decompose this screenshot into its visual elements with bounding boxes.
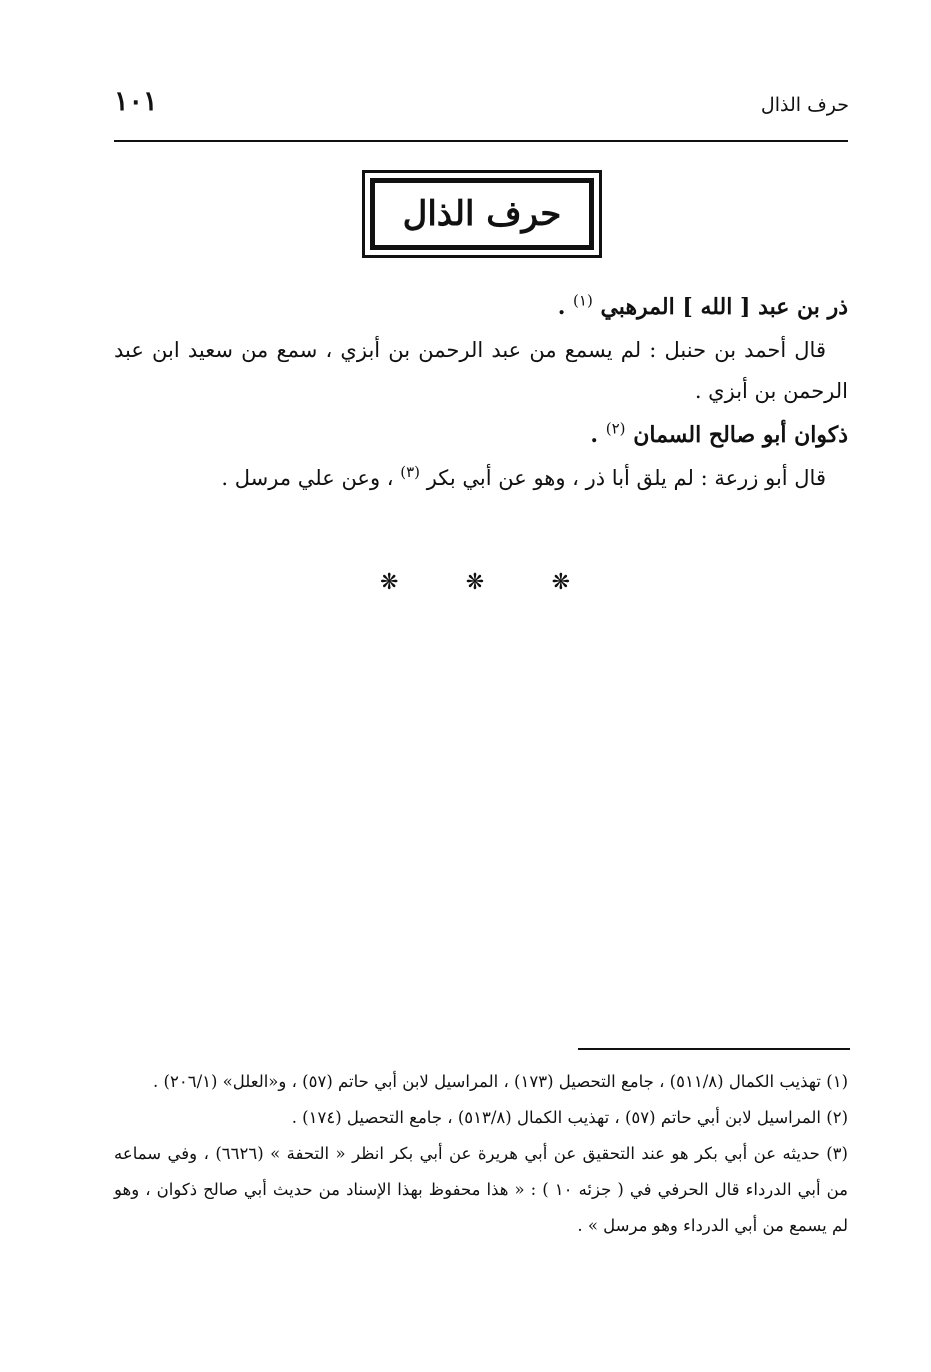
entry-heading (114, 284, 848, 330)
star-ornament: ❋ (380, 570, 399, 595)
chapter-title-inner-frame (370, 178, 594, 250)
entry-text (114, 458, 848, 499)
star-ornament: ❋ (465, 570, 485, 595)
star-ornament: ❋ (551, 570, 570, 595)
entry-heading (114, 412, 848, 458)
entry-name: ذكوان أبو صالح السمان (633, 422, 848, 448)
running-title: حرف الذال (760, 94, 849, 116)
page-number: ١٠١ (114, 86, 158, 117)
entry-text-part: قال أبو زرعة : لم يلق أبا ذر ، وهو عن أبي بكر (420, 466, 826, 490)
footnote-ref: (١) (573, 291, 593, 310)
main-text (114, 284, 848, 499)
header-rule (114, 140, 848, 142)
chapter-title-frame (362, 170, 602, 258)
entry-end: . (557, 294, 574, 320)
footnote-rule (578, 1048, 850, 1050)
footnote-3: (٣) حديثه عن أبي بكر هو عند التحقيق عن أبي هريرة عن أبي بكر انظر « التحفة » (٦٦٢٦) ، وفي سماعه من أبي الدرداء قال الحرفي في ( جزئه ١٠ ) : « هذا محفوظ بهذا الإسناد من حديث أبي صالح ذكوان ، وهو لم يسمع من أبي الدرداء وهو مرسل » . (114, 1144, 848, 1235)
entry-end: . (590, 422, 606, 448)
footnote-ref: (٣) (400, 463, 421, 481)
footnote-1: (١) تهذيب الكمال (٥١١/٨) ، جامع التحصيل (١٧٣) ، المراسيل لابن أبي حاتم (٥٧) ، و«العلل» (٢٠٦/١) . (153, 1072, 848, 1091)
footnote-2: (٢) المراسيل لابن أبي حاتم (٥٧) ، تهذيب الكمال (٥١٣/٨) ، جامع التحصيل (١٧٤) . (291, 1108, 848, 1127)
entry-text-part: ، وعن علي مرسل . (221, 466, 401, 490)
section-separator (380, 570, 570, 595)
entry-text: قال أحمد بن حنبل : لم يسمع من عبد الرحمن بن أبزي ، سمع من سعيد ابن عبد الرحمن بن أبزي . (114, 338, 848, 403)
footnotes (114, 1064, 848, 1244)
footnote-ref: (٢) (605, 419, 626, 438)
entry-name: ذر بن عبد [ الله ] المرهبي (600, 294, 848, 320)
chapter-title: حرف الذال (402, 194, 562, 234)
